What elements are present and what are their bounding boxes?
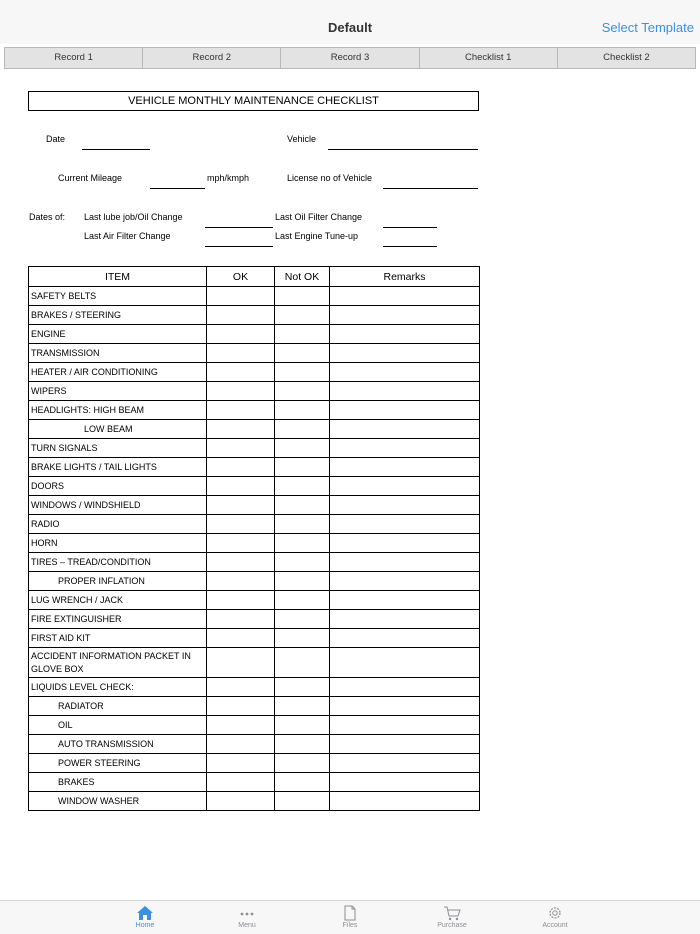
table-row — [29, 496, 480, 515]
row-remarks-cell[interactable] — [330, 754, 480, 773]
table-row — [29, 591, 480, 610]
record-tabs — [4, 47, 696, 69]
row-not-ok-cell[interactable] — [275, 363, 330, 382]
row-not-ok-cell[interactable] — [275, 754, 330, 773]
last-air-filter-label: Last Air Filter Change — [84, 231, 171, 241]
tabbar-account[interactable] — [525, 903, 585, 929]
row-not-ok-cell[interactable] — [275, 401, 330, 420]
row-not-ok-cell[interactable] — [275, 515, 330, 534]
row-ok-cell[interactable] — [207, 610, 275, 629]
row-item-label: LOW BEAM — [29, 420, 207, 439]
row-remarks-cell[interactable] — [330, 477, 480, 496]
row-remarks-cell[interactable] — [330, 458, 480, 477]
table-row — [29, 344, 480, 363]
row-remarks-cell[interactable] — [330, 439, 480, 458]
row-ok-cell[interactable] — [207, 716, 275, 735]
row-item-label: OIL — [29, 716, 207, 735]
tab-checklist-2[interactable]: Checklist 2 — [603, 52, 650, 63]
header-not-ok: Not OK — [275, 267, 330, 287]
row-ok-cell[interactable] — [207, 515, 275, 534]
row-ok-cell[interactable] — [207, 678, 275, 697]
row-remarks-cell[interactable] — [330, 382, 480, 401]
row-ok-cell[interactable] — [207, 287, 275, 306]
table-row — [29, 363, 480, 382]
row-ok-cell[interactable] — [207, 477, 275, 496]
row-not-ok-cell[interactable] — [275, 629, 330, 648]
vehicle-label: Vehicle — [287, 134, 317, 144]
license-label: License no of Vehicle — [287, 173, 373, 183]
row-not-ok-cell[interactable] — [275, 325, 330, 344]
table-row — [29, 306, 480, 325]
row-not-ok-cell[interactable] — [275, 553, 330, 572]
row-item-label: RADIO — [29, 515, 207, 534]
last-air-filter-field[interactable] — [205, 246, 273, 247]
table-row — [29, 287, 480, 306]
row-ok-cell[interactable] — [207, 325, 275, 344]
navigation-bar — [0, 0, 700, 44]
row-item-label: POWER STEERING — [29, 754, 207, 773]
row-item-label: RADIATOR — [29, 697, 207, 716]
last-lube-label: Last lube job/Oil Change — [84, 212, 183, 222]
row-ok-cell[interactable] — [207, 534, 275, 553]
row-item-label: HORN — [29, 534, 207, 553]
row-not-ok-cell[interactable] — [275, 591, 330, 610]
row-not-ok-cell[interactable] — [275, 287, 330, 306]
row-remarks-cell[interactable] — [330, 420, 480, 439]
row-remarks-cell[interactable] — [330, 325, 480, 344]
row-item-label: PROPER INFLATION — [29, 572, 207, 591]
tabbar-purchase-label: Purchase — [437, 922, 467, 929]
row-ok-cell[interactable] — [207, 773, 275, 792]
row-item-label: AUTO TRANSMISSION — [29, 735, 207, 754]
row-ok-cell[interactable] — [207, 306, 275, 325]
table-row — [29, 648, 480, 678]
table-row — [29, 439, 480, 458]
row-ok-cell[interactable] — [207, 553, 275, 572]
row-not-ok-cell[interactable] — [275, 648, 330, 678]
row-item-label: WINDOW WASHER — [29, 792, 207, 811]
row-remarks-cell[interactable] — [330, 773, 480, 792]
row-not-ok-cell[interactable] — [275, 420, 330, 439]
row-remarks-cell[interactable] — [330, 648, 480, 678]
tabbar-files-label: Files — [342, 922, 358, 929]
row-remarks-cell[interactable] — [330, 697, 480, 716]
table-row — [29, 325, 480, 344]
row-ok-cell[interactable] — [207, 792, 275, 811]
table-row — [29, 716, 480, 735]
row-not-ok-cell[interactable] — [275, 716, 330, 735]
tabbar-home-label: Home — [135, 922, 155, 929]
cart-icon — [443, 905, 461, 921]
table-row — [29, 792, 480, 811]
row-item-label: TURN SIGNALS — [29, 439, 207, 458]
row-ok-cell[interactable] — [207, 754, 275, 773]
header-ok: OK — [207, 267, 275, 287]
vehicle-field[interactable] — [328, 149, 478, 150]
row-ok-cell[interactable] — [207, 382, 275, 401]
tabbar-purchase[interactable] — [422, 903, 482, 929]
row-item-label: BRAKE LIGHTS / TAIL LIGHTS — [29, 458, 207, 477]
row-not-ok-cell[interactable] — [275, 382, 330, 401]
row-remarks-cell[interactable] — [330, 572, 480, 591]
header-item: ITEM — [29, 267, 207, 287]
row-item-label: BRAKES — [29, 773, 207, 792]
row-remarks-cell[interactable] — [330, 515, 480, 534]
tabbar-menu[interactable] — [217, 903, 277, 929]
table-header-row — [29, 267, 480, 287]
row-ok-cell[interactable] — [207, 344, 275, 363]
row-remarks-cell[interactable] — [330, 553, 480, 572]
row-ok-cell[interactable] — [207, 439, 275, 458]
date-field[interactable] — [82, 149, 150, 150]
select-template-button[interactable]: Select Template — [601, 20, 694, 35]
row-not-ok-cell[interactable] — [275, 773, 330, 792]
current-mileage-field[interactable] — [150, 188, 205, 189]
table-row — [29, 572, 480, 591]
row-not-ok-cell[interactable] — [275, 458, 330, 477]
row-remarks-cell[interactable] — [330, 344, 480, 363]
last-oil-filter-label: Last Oil Filter Change — [275, 212, 363, 222]
row-item-label: FIRE EXTINGUISHER — [29, 610, 207, 629]
last-tune-up-label: Last Engine Tune-up — [275, 231, 359, 241]
row-remarks-cell[interactable] — [330, 363, 480, 382]
table-row — [29, 458, 480, 477]
table-row — [29, 610, 480, 629]
table-row — [29, 678, 480, 697]
row-remarks-cell[interactable] — [330, 534, 480, 553]
tabbar-menu-label: Menu — [238, 922, 256, 929]
row-ok-cell[interactable] — [207, 591, 275, 610]
tabbar-files[interactable] — [320, 903, 380, 929]
row-item-label: TRANSMISSION — [29, 344, 207, 363]
last-tune-up-field[interactable] — [383, 246, 437, 247]
tab-record-3[interactable]: Record 3 — [281, 48, 419, 68]
row-ok-cell[interactable] — [207, 401, 275, 420]
row-remarks-cell[interactable] — [330, 792, 480, 811]
row-not-ok-cell[interactable] — [275, 496, 330, 515]
table-row — [29, 477, 480, 496]
row-not-ok-cell[interactable] — [275, 610, 330, 629]
dates-of-label: Dates of: — [29, 212, 66, 222]
row-item-label: BRAKES / STEERING — [29, 306, 207, 325]
table-row — [29, 629, 480, 648]
row-item-label: HEATER / AIR CONDITIONING — [29, 363, 207, 382]
tab-record-1[interactable]: Record 1 — [5, 48, 143, 68]
row-remarks-cell[interactable] — [330, 591, 480, 610]
date-label: Date — [46, 134, 66, 144]
row-item-label: DOORS — [29, 477, 207, 496]
row-item-label: SAFETY BELTS — [29, 287, 207, 306]
page-title: Default — [327, 20, 373, 35]
table-row — [29, 515, 480, 534]
home-icon — [136, 905, 154, 921]
row-item-label: FIRST AID KIT — [29, 629, 207, 648]
row-remarks-cell[interactable] — [330, 678, 480, 697]
table-row — [29, 697, 480, 716]
row-not-ok-cell[interactable] — [275, 792, 330, 811]
tab-record-2[interactable]: Record 2 — [143, 48, 281, 68]
tabbar-account-label: Account — [542, 922, 568, 929]
row-item-label: HEADLIGHTS: HIGH BEAM — [29, 401, 207, 420]
last-lube-field[interactable] — [205, 227, 273, 228]
tabbar-home[interactable] — [115, 903, 175, 929]
row-not-ok-cell[interactable] — [275, 534, 330, 553]
row-item-label: WIPERS — [29, 382, 207, 401]
row-remarks-cell[interactable] — [330, 496, 480, 515]
more-icon — [238, 905, 256, 921]
table-row — [29, 534, 480, 553]
row-ok-cell[interactable] — [207, 629, 275, 648]
table-row — [29, 382, 480, 401]
row-not-ok-cell[interactable] — [275, 477, 330, 496]
row-not-ok-cell[interactable] — [275, 306, 330, 325]
row-remarks-cell[interactable] — [330, 716, 480, 735]
table-row — [29, 420, 480, 439]
row-ok-cell[interactable] — [207, 648, 275, 678]
row-remarks-cell[interactable] — [330, 735, 480, 754]
row-not-ok-cell[interactable] — [275, 678, 330, 697]
row-item-label: LUG WRENCH / JACK — [29, 591, 207, 610]
checklist-table — [28, 266, 480, 811]
header-remarks: Remarks — [330, 267, 480, 287]
row-item-label: LIQUIDS LEVEL CHECK: — [29, 678, 207, 697]
row-ok-cell[interactable] — [207, 572, 275, 591]
row-not-ok-cell[interactable] — [275, 344, 330, 363]
row-remarks-cell[interactable] — [330, 629, 480, 648]
row-ok-cell[interactable] — [207, 735, 275, 754]
row-ok-cell[interactable] — [207, 363, 275, 382]
row-item-label: WINDOWS / WINDSHIELD — [29, 496, 207, 515]
row-remarks-cell[interactable] — [330, 610, 480, 629]
table-row — [29, 401, 480, 420]
row-item-label: ACCIDENT INFORMATION PACKET IN GLOVE BOX — [29, 648, 207, 678]
row-item-label: ENGINE — [29, 325, 207, 344]
file-icon — [341, 905, 359, 921]
table-row — [29, 754, 480, 773]
row-remarks-cell[interactable] — [330, 287, 480, 306]
row-ok-cell[interactable] — [207, 496, 275, 515]
table-row — [29, 553, 480, 572]
row-not-ok-cell[interactable] — [275, 697, 330, 716]
row-ok-cell[interactable] — [207, 420, 275, 439]
row-not-ok-cell[interactable] — [275, 735, 330, 754]
document-title: VEHICLE MONTHLY MAINTENANCE CHECKLIST — [28, 91, 479, 111]
mileage-unit: mph/kmph — [207, 173, 250, 183]
gear-icon — [546, 905, 564, 921]
table-row — [29, 735, 480, 754]
row-item-label: TIRES – TREAD/CONDITION — [29, 553, 207, 572]
tab-checklist-1[interactable]: Checklist 1 — [420, 48, 558, 68]
license-field[interactable] — [383, 188, 478, 189]
current-mileage-label: Current Mileage — [58, 173, 123, 183]
row-remarks-cell[interactable] — [330, 306, 480, 325]
table-row — [29, 773, 480, 792]
row-ok-cell[interactable] — [207, 458, 275, 477]
row-remarks-cell[interactable] — [330, 401, 480, 420]
bottom-tab-bar — [0, 900, 700, 934]
last-oil-filter-field[interactable] — [383, 227, 437, 228]
row-ok-cell[interactable] — [207, 697, 275, 716]
row-not-ok-cell[interactable] — [275, 572, 330, 591]
row-not-ok-cell[interactable] — [275, 439, 330, 458]
